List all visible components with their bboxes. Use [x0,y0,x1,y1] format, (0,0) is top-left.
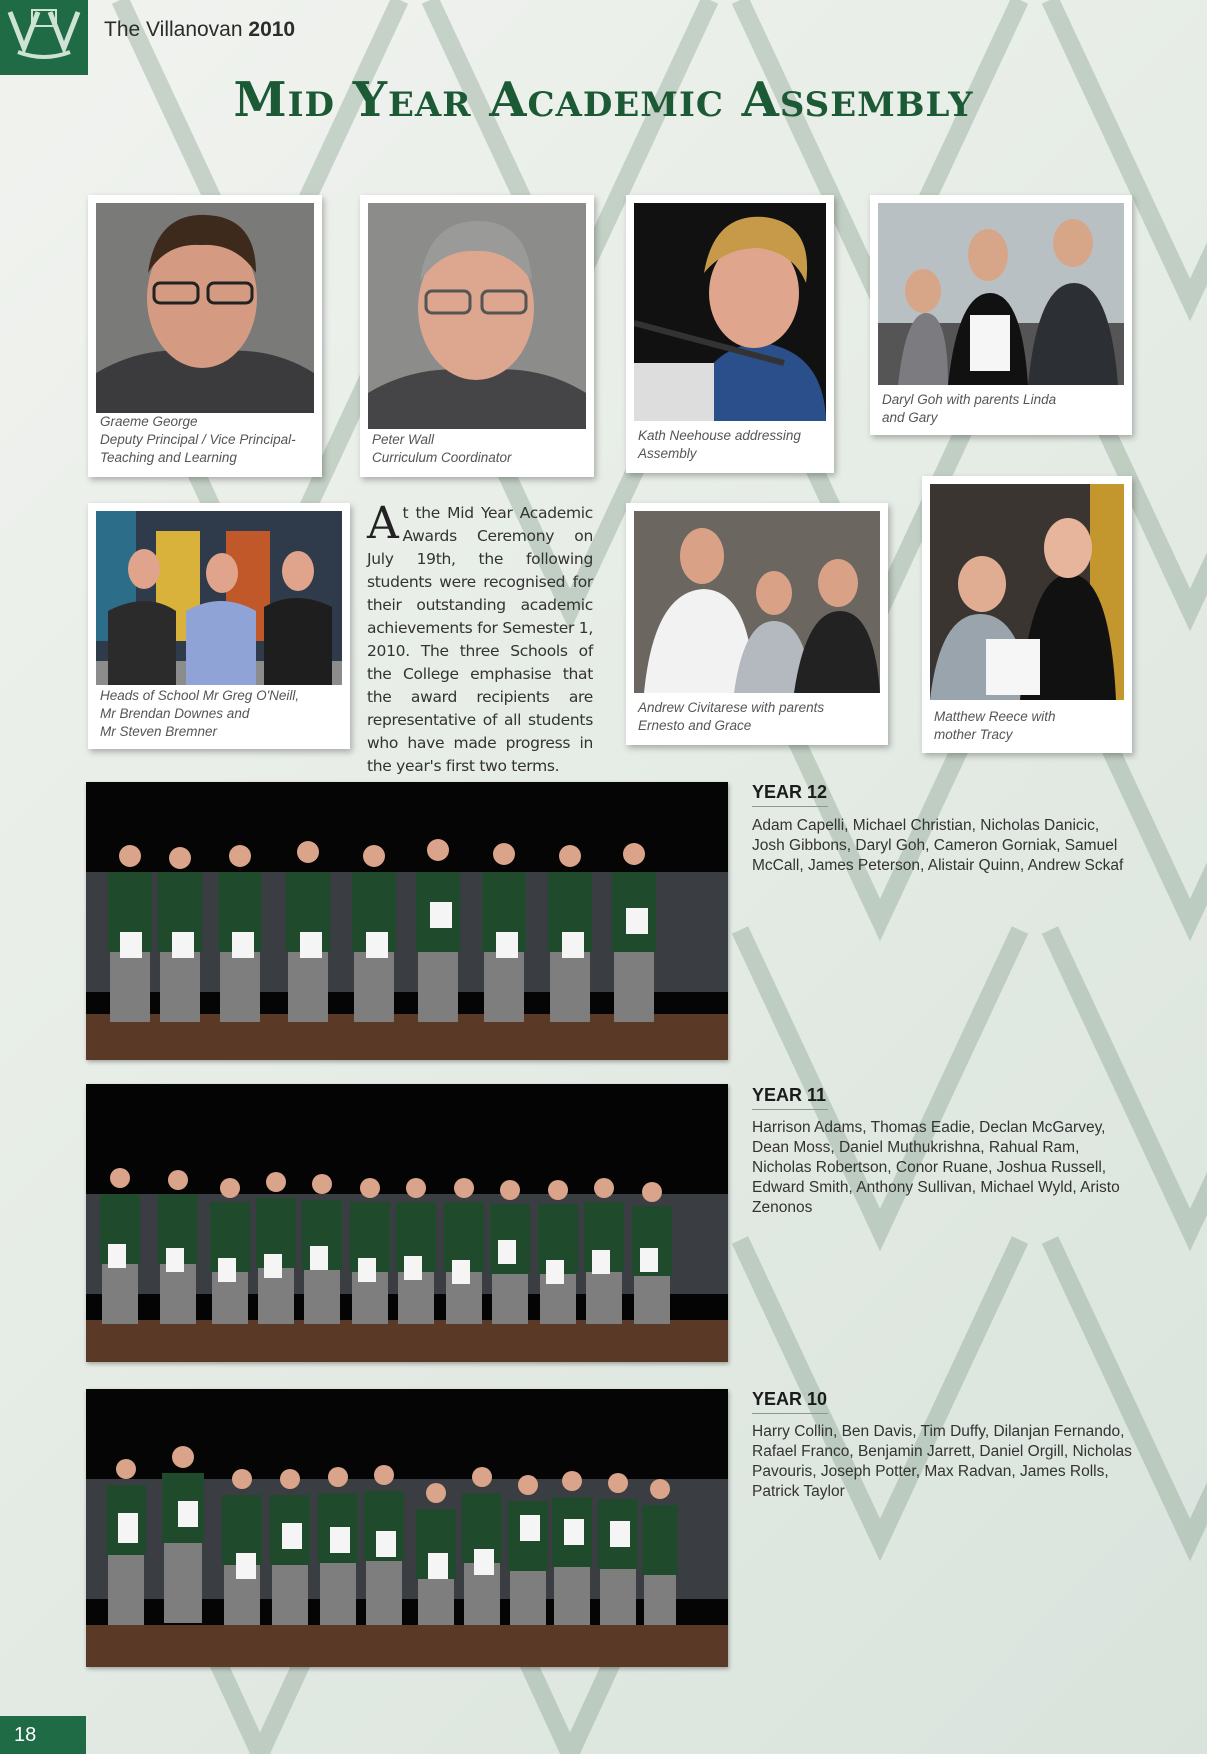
students-photo [86,782,728,1060]
photo-card-heads-of-school [88,503,350,749]
portrait-photo [96,203,314,413]
photo-caption: Heads of School Mr Greg O'Neill, Mr Brendan Downes and Mr Steven Bremner [100,688,300,739]
publication-year: 2010 [248,18,296,41]
students-photo [86,1389,728,1667]
year-10-group-photo [86,1389,728,1667]
year-11-group-photo [86,1084,728,1362]
photo-card-matthew-reece [922,476,1132,753]
family-photo [930,484,1124,700]
group-photo [96,511,342,685]
year-10-heading: YEAR 10 [752,1389,828,1414]
publication-name: The Villanovan [104,18,243,41]
photo-card-graeme-george [88,195,322,477]
photo-caption: Matthew Reece with mother Tracy [934,709,1056,742]
publication-header [104,18,295,42]
drop-cap: A [367,498,399,549]
college-logo [0,0,88,75]
page-number: 18 [0,1716,86,1754]
crest-icon [0,0,88,75]
photo-caption: Andrew Civitarese with parents Ernesto and Grace [638,700,825,733]
intro-text: t the Mid Year Academic Awards Ceremony on July 19th, the following students were recognised for their outstanding academic achievements for Semester 1, 2010. The three Schools of the College emphasise that the award recipients are representative of all students who have made progress in the year's first two terms. [367,504,593,775]
students-photo [86,1084,728,1362]
year-10-students: Harry Collin, Ben Davis, Tim Duffy, Dilanjan Fernando, Rafael Franco, Benjamin Jarrett, Daniel Orgill, Nicholas Pavouris, Joseph Potter, Max Radvan, James Rolls, Patrick Taylor [752,1423,1132,1500]
photo-card-andrew-civitarese [626,503,888,745]
year-11-heading: YEAR 11 [752,1085,828,1110]
speaker-photo [634,203,826,421]
portrait-photo [368,203,586,429]
photo-caption: Peter Wall Curriculum Coordinator [372,432,512,465]
photo-caption: Graeme George Deputy Principal / Vice Principal- Teaching and Learning [100,414,296,465]
year-12-group-photo [86,782,728,1060]
intro-paragraph [367,498,593,778]
photo-card-kath-neehouse [626,195,834,473]
year-11-students: Harrison Adams, Thomas Eadie, Declan McGarvey, Dean Moss, Daniel Muthukrishna, Rahual Ram, Nicholas Robertson, Conor Ruane, Joshua Russell, Edward Smith, Anthony Sullivan, Michael Wyld, Aristo Zenonos [752,1119,1120,1216]
family-photo [878,203,1124,385]
year-12-heading: YEAR 12 [752,782,828,807]
year-12-students: Adam Capelli, Michael Christian, Nicholas Danicic, Josh Gibbons, Daryl Goh, Cameron Gorniak, Samuel McCall, James Peterson, Alistair Quinn, Andrew Sckaf [752,817,1124,874]
family-photo [634,511,880,693]
photo-caption: Kath Neehouse addressing Assembly [638,428,801,461]
photo-card-peter-wall [360,195,594,477]
photo-caption: Daryl Goh with parents Linda and Gary [882,392,1057,425]
photo-card-daryl-goh [870,195,1132,435]
page-title: Mid Year Academic Assembly [233,72,974,128]
